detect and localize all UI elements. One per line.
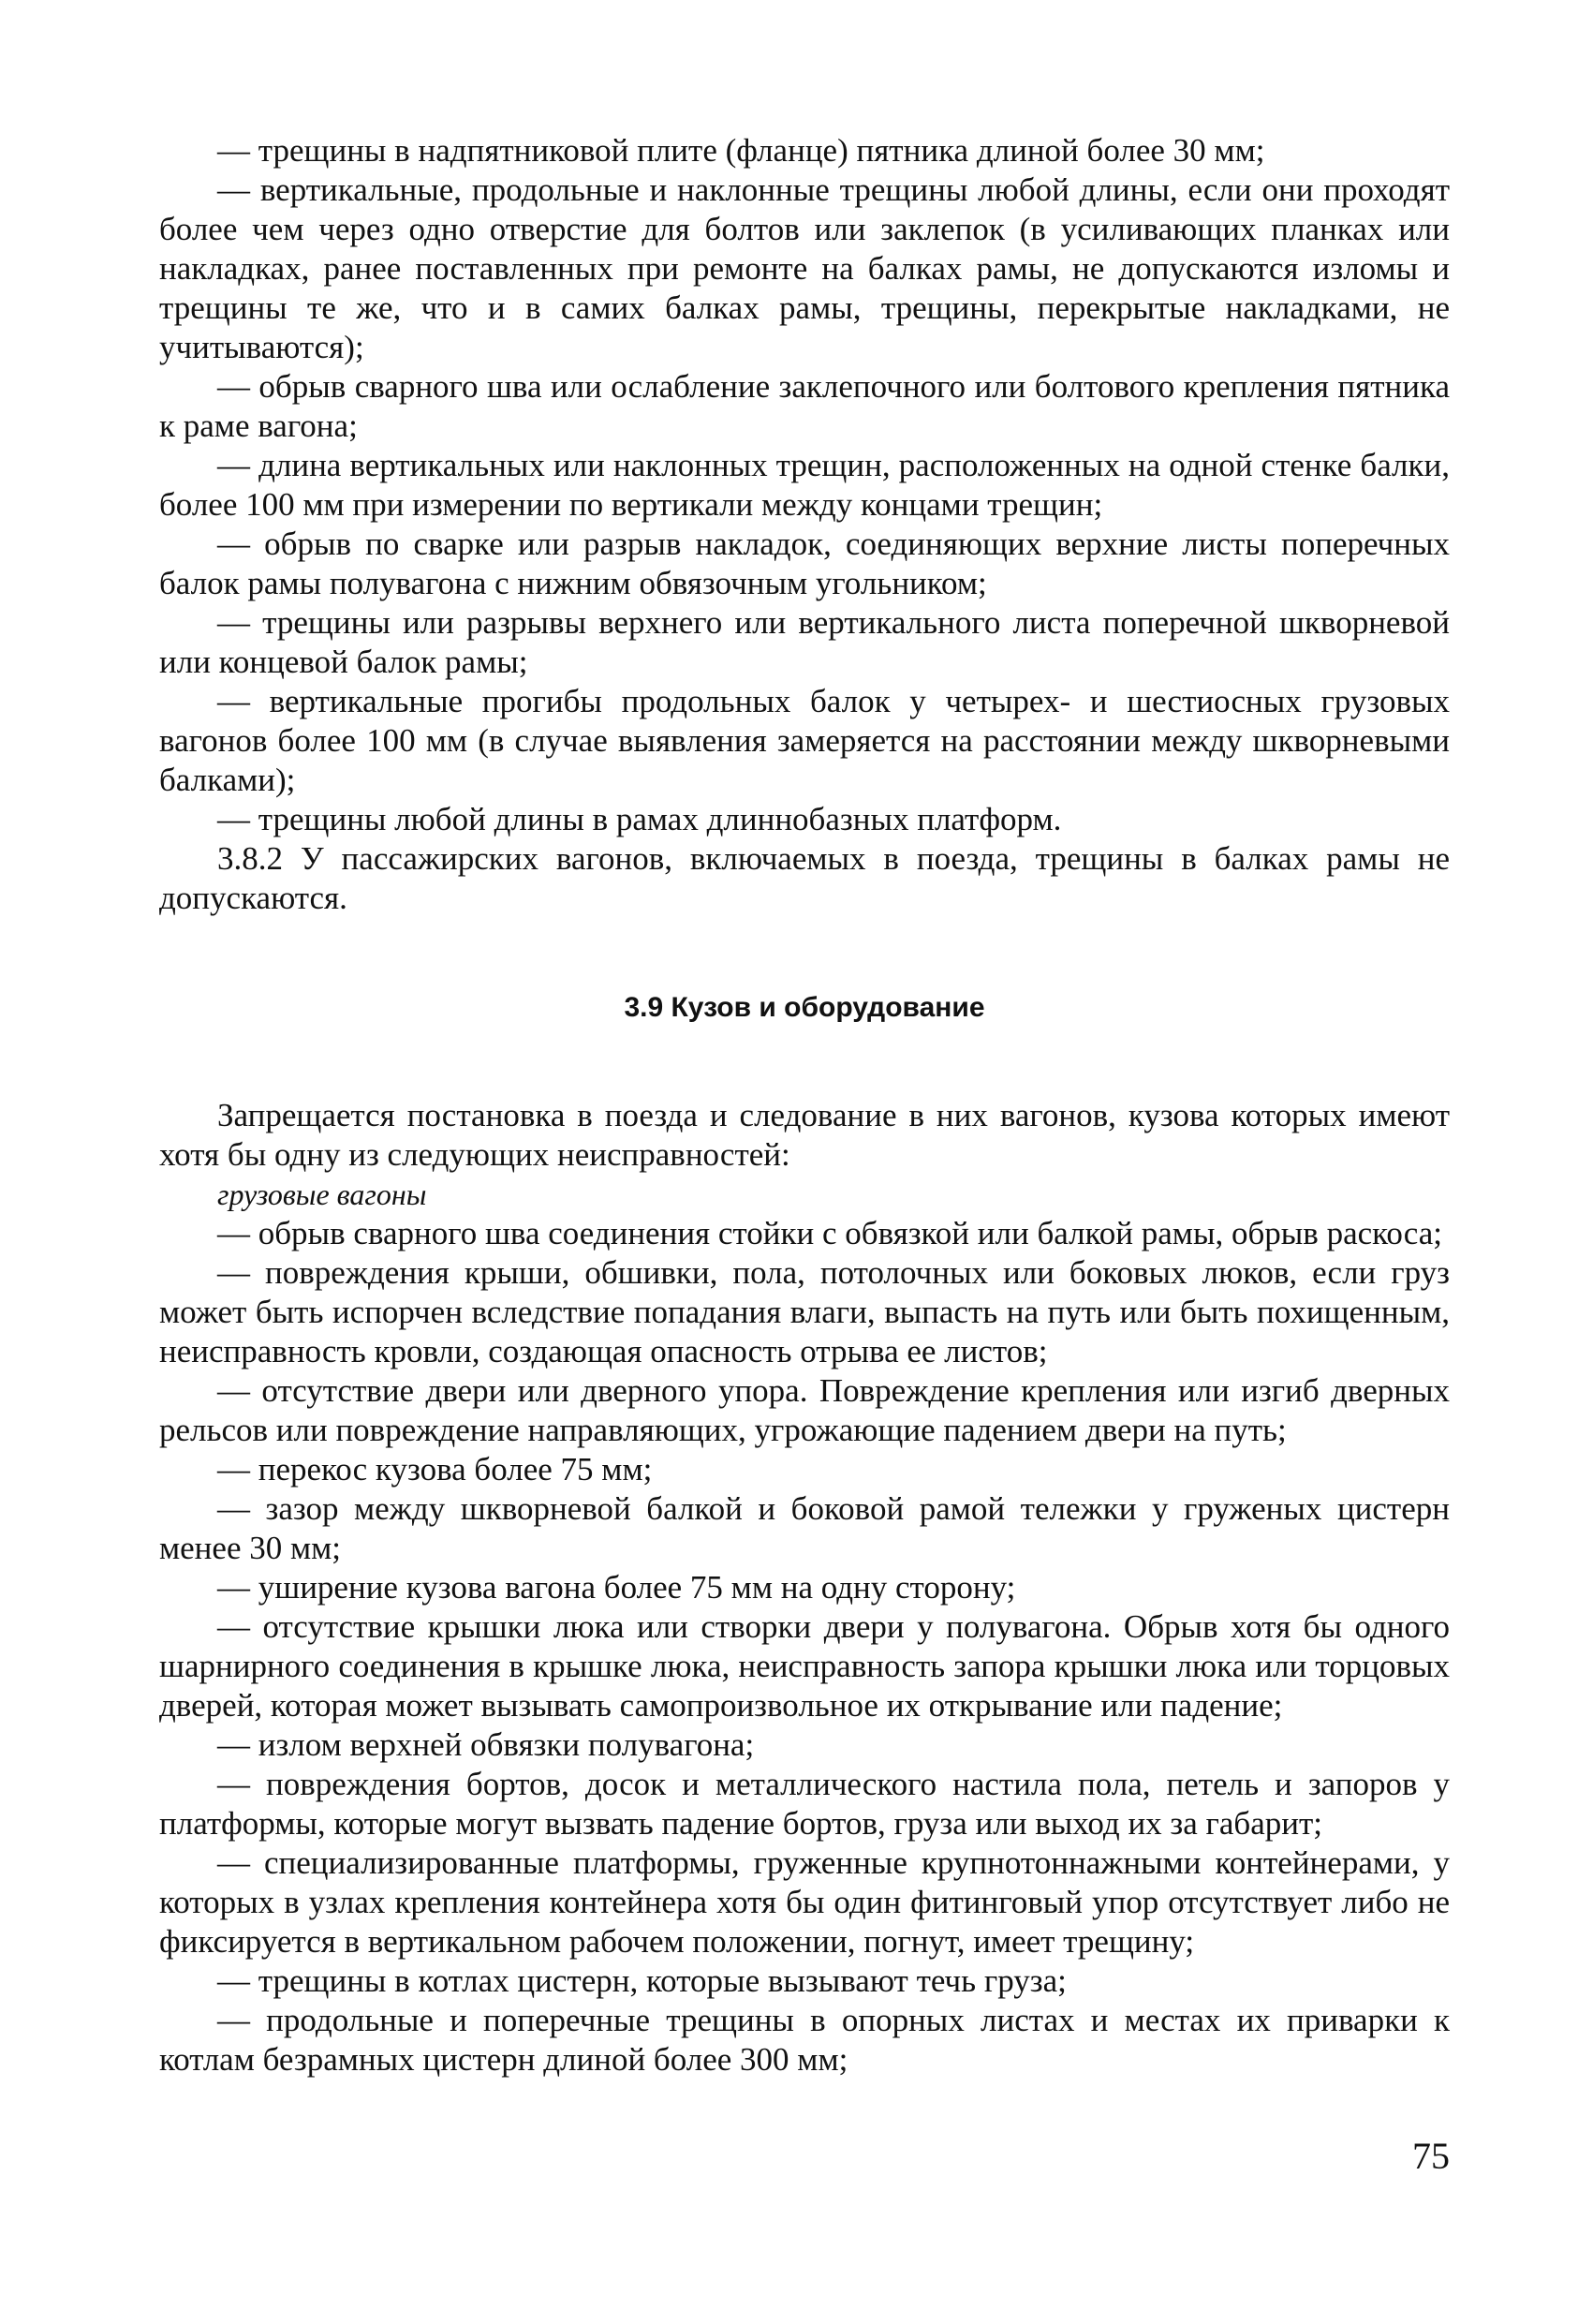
paragraph: — трещины в надпятниковой плите (фланце) пятника длиной более 30 мм; (217, 132, 1265, 169)
paragraph: — обрыв сварного шва или ослабление заклепочного или болтового крепления пятника к раме вагона; (159, 368, 1450, 444)
intro-paragraph: Запрещается постановка в поезда и следование в них вагонов, кузова которых имеют хотя бы одну из следующих неисправностей: (159, 1097, 1450, 1173)
paragraph: — отсутствие двери или дверного упора. Повреждение крепления или изгиб дверных рельсов или повреждение направляющих, угрожающие падением двери на путь; (159, 1372, 1450, 1448)
paragraph: — обрыв сварного шва соединения стойки с обвязкой или балкой рамы, обрыв раскоса; (217, 1215, 1442, 1251)
paragraph: — излом верхней обвязки полувагона; (217, 1726, 755, 1763)
page-number: 75 (1412, 2135, 1450, 2177)
paragraph: — повреждения бортов, досок и металлического настила пола, петель и запоров у платформы, которые могут вызвать падение бортов, груза или выход их за габарит; (159, 1766, 1450, 1842)
paragraph: — вертикальные, продольные и наклонные трещины любой длины, если они проходят более чем через одно отверстие для болтов или заклепок (в усиливающих планках или накладках, ранее поставленных при ремонте на балках рамы, не допускаются изломы и трещины те же, что и в самих балках рамы, трещины, перекрытые накладками, не учитываются); (159, 171, 1450, 365)
paragraph: — обрыв по сварке или разрыв накладок, соединяющих верхние листы поперечных балок рамы полувагона с нижним обвязочным угольником; (159, 525, 1450, 601)
subheading: грузовые вагоны (217, 1177, 427, 1211)
paragraph: — повреждения крыши, обшивки, пола, потолочных или боковых люков, если груз может быть испорчен вследствие попадания влаги, выпасть на путь или быть похищенным, неисправность кровли, создающая опасность отрыва ее листов; (159, 1254, 1450, 1369)
paragraph: — длина вертикальных или наклонных трещин, расположенных на одной стенке балки, более 100 мм при измерении по вертикали между концами трещин; (159, 447, 1450, 523)
paragraph: — перекос кузова более 75 мм; (217, 1451, 653, 1488)
section-heading: 3.9 Кузов и оборудование (624, 992, 985, 1023)
paragraph: — отсутствие крышки люка или створки двери у полувагона. Обрыв хотя бы одного шарнирного соединения в крышке люка, неисправность запора крышки люка или торцовых дверей, которая может вызывать самопроизвольное их открывание или падение; (159, 1608, 1450, 1724)
paragraph: — продольные и поперечные трещины в опорных листах и местах их приварки к котлам безрамных цистерн длиной более 300 мм; (159, 2002, 1450, 2078)
paragraph: — трещины любой длины в рамах длиннобазных платформ. (217, 801, 1062, 837)
paragraph: 3.8.2 У пассажирских вагонов, включаемых в поезда, трещины в балках рамы не допускаются. (159, 840, 1450, 916)
paragraph: — вертикальные прогибы продольных балок у четырех- и шестиосных грузовых вагонов более 100 мм (в случае выявления замеряется на расстоянии между шкворневыми балками); (159, 683, 1450, 798)
paragraph: — трещины в котлах цистерн, которые вызывают течь груза; (217, 1962, 1067, 1999)
paragraph: — специализированные платформы, груженные крупнотоннажными контейнерами, у которых в узлах крепления контейнера хотя бы один фитинговый упор отсутствует либо не фиксируется в вертикальном рабочем положении, погнут, имеет трещину; (159, 1844, 1450, 1960)
paragraph: — зазор между шкворневой балкой и боковой рамой тележки у груженых цистерн менее 30 мм; (159, 1490, 1450, 1566)
paragraph: — трещины или разрывы верхнего или вертикального листа поперечной шкворневой или концевой балок рамы; (159, 604, 1450, 680)
document-page (159, 131, 1450, 2080)
paragraph: — уширение кузова вагона более 75 мм на одну сторону; (217, 1569, 1016, 1606)
